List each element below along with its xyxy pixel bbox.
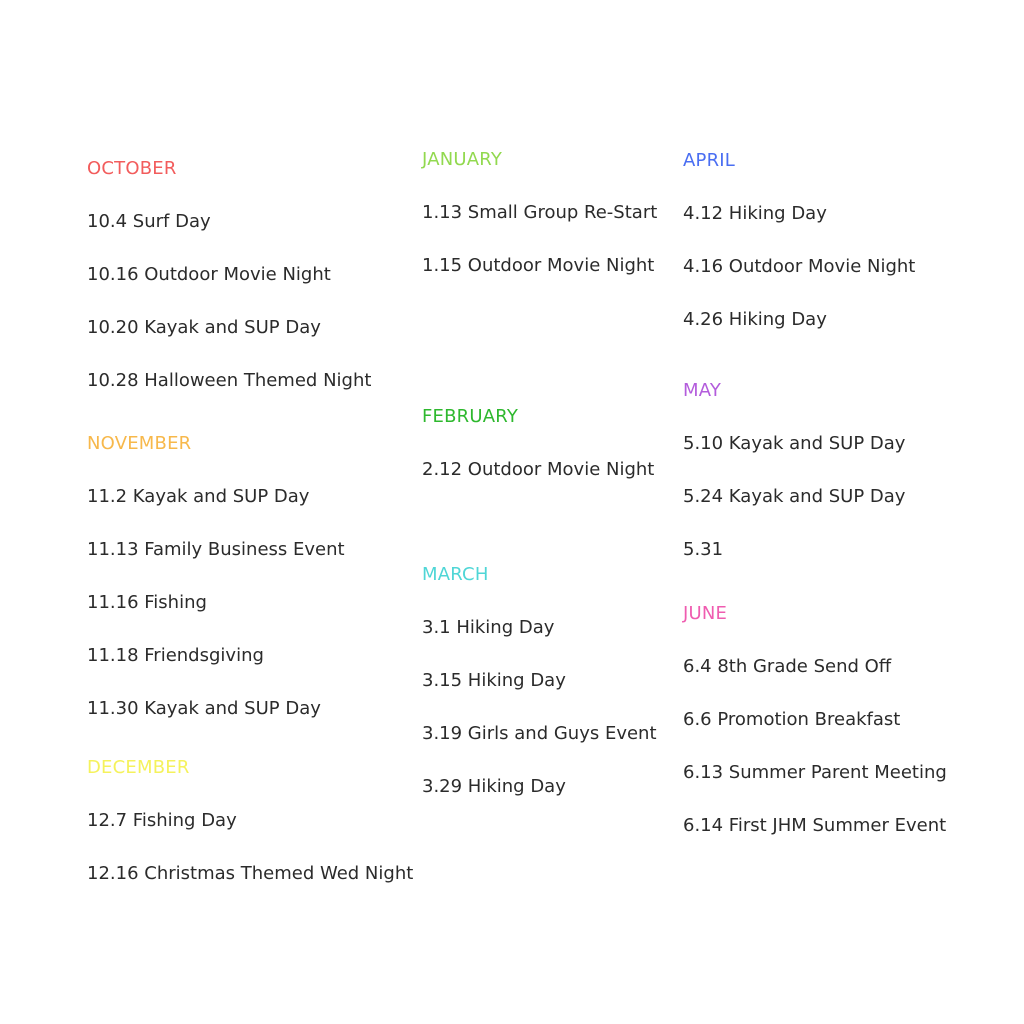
- month-heading-february: FEBRUARY: [422, 406, 519, 427]
- event-item: 11.2 Kayak and SUP Day: [87, 486, 310, 507]
- event-item: 6.14 First JHM Summer Event: [683, 815, 947, 836]
- event-item: 12.7 Fishing Day: [87, 810, 237, 831]
- event-item: 5.24 Kayak and SUP Day: [683, 486, 906, 507]
- event-item: 1.13 Small Group Re-Start: [422, 202, 658, 223]
- event-item: 2.12 Outdoor Movie Night: [422, 459, 655, 480]
- event-item: 5.10 Kayak and SUP Day: [683, 433, 906, 454]
- month-heading-november: NOVEMBER: [87, 433, 192, 454]
- event-item: 4.26 Hiking Day: [683, 309, 827, 330]
- event-item: 5.31: [683, 539, 724, 560]
- event-item: 6.13 Summer Parent Meeting: [683, 762, 947, 783]
- event-item: 10.28 Halloween Themed Night: [87, 370, 372, 391]
- event-item: 6.4 8th Grade Send Off: [683, 656, 892, 677]
- event-item: 3.29 Hiking Day: [422, 776, 566, 797]
- event-item: 3.1 Hiking Day: [422, 617, 555, 638]
- event-item: 10.4 Surf Day: [87, 211, 211, 232]
- event-item: 10.16 Outdoor Movie Night: [87, 264, 331, 285]
- event-item: 6.6 Promotion Breakfast: [683, 709, 901, 730]
- event-item: 11.13 Family Business Event: [87, 539, 345, 560]
- event-item: 3.15 Hiking Day: [422, 670, 566, 691]
- event-item: 11.16 Fishing: [87, 592, 207, 613]
- month-heading-may: MAY: [683, 380, 722, 401]
- event-item: 10.20 Kayak and SUP Day: [87, 317, 321, 338]
- month-heading-april: APRIL: [683, 150, 736, 171]
- event-item: 11.18 Friendsgiving: [87, 645, 264, 666]
- event-item: 1.15 Outdoor Movie Night: [422, 255, 655, 276]
- month-heading-january: JANUARY: [422, 149, 503, 170]
- month-heading-june: JUNE: [683, 603, 728, 624]
- event-item: 4.12 Hiking Day: [683, 203, 827, 224]
- event-item: 12.16 Christmas Themed Wed Night: [87, 863, 414, 884]
- event-item: 3.19 Girls and Guys Event: [422, 723, 657, 744]
- event-item: 4.16 Outdoor Movie Night: [683, 256, 916, 277]
- month-heading-december: DECEMBER: [87, 757, 190, 778]
- month-heading-october: OCTOBER: [87, 158, 177, 179]
- event-item: 11.30 Kayak and SUP Day: [87, 698, 321, 719]
- month-heading-march: MARCH: [422, 564, 489, 585]
